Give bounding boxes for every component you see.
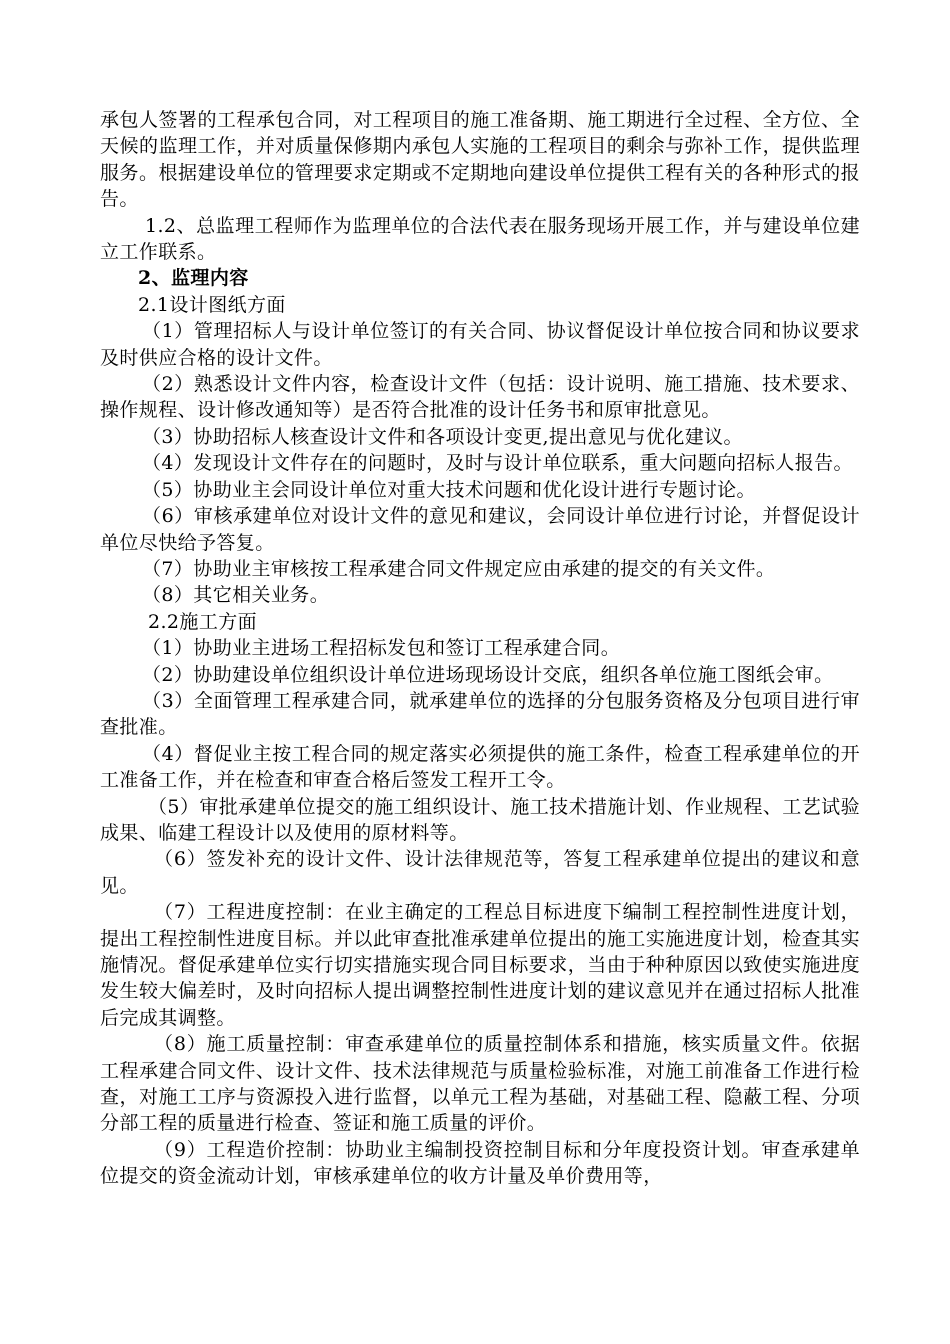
paragraph-2-2-item-8: （8）施工质量控制：审查承建单位的质量控制体系和措施，核实质量文件。依据工程承建合同文件、设计文件、技术法律规范与质量检验标准，对施工前准备工作进行检查，对施工工序与资源投入进行监督，以单元工程为基础，对基础工程、隐蔽工程、分项分部工程的质量进行检查、签证和施工质量的评价。 xyxy=(100,1033,860,1135)
paragraph-2-2-item-5: （5）审批承建单位提交的施工组织设计、施工技术措施计划、作业规程、工艺试验成果、临建工程设计以及使用的原材料等。 xyxy=(100,795,860,844)
paragraph-2-2-item-4: （4）督促业主按工程合同的规定落实必须提供的施工条件，检查工程承建单位的开工准备工作，并在检查和审查合格后签发工程开工令。 xyxy=(100,742,860,792)
paragraph-2-1-item-8: （8）其它相关业务。 xyxy=(142,584,330,607)
subsection-heading-2-1: 2.1设计图纸方面 xyxy=(138,293,286,316)
paragraph-2-2-item-9: （9）工程造价控制：协助业主编制投资控制目标和分年度投资计划。审查承建单位提交的资金流动计划，审核承建单位的收方计量及单价费用等， xyxy=(100,1138,860,1188)
paragraph-1-2: 1.2、总监理工程师作为监理单位的合法代表在服务现场开展工作，并与建设单位建立工作联系。 xyxy=(100,214,860,264)
paragraph-2-1-item-3: （3）协助招标人核查设计文件和各项设计变更,提出意见与优化建议。 xyxy=(142,425,743,448)
paragraph-2-1-item-5: （5）协助业主会同设计单位对重大技术问题和优化设计进行专题讨论。 xyxy=(142,478,756,501)
paragraph-2-1-item-7: （7）协助业主审核按工程承建合同文件规定应由承建的提交的有关文件。 xyxy=(142,557,776,580)
paragraph-2-2-item-3: （3）全面管理工程承建合同，就承建单位的选择的分包服务资格及分包项目进行审查批准。 xyxy=(100,689,860,739)
section-heading-2: 2、监理内容 xyxy=(138,267,249,290)
paragraph-2-2-item-2: （2）协助建设单位组织设计单位进场现场设计交底，组织各单位施工图纸会审。 xyxy=(142,663,834,686)
paragraph-2-2-item-6: （6）签发补充的设计文件、设计法律规范等，答复工程承建单位提出的建议和意见。 xyxy=(100,848,860,897)
document-page xyxy=(100,107,860,1190)
paragraph-2-2-item-1: （1）协助业主进场工程招标发包和签订工程承建合同。 xyxy=(142,637,621,660)
paragraph-2-1-item-1: （1）管理招标人与设计单位签订的有关合同、协议督促设计单位按合同和协议要求及时供应合格的设计文件。 xyxy=(100,320,860,369)
paragraph-2-2-item-7: （7）工程进度控制：在业主确定的工程总目标进度下编制工程控制性进度计划，提出工程控制性进度目标。并以此审查批准承建单位提出的施工实施进度计划，检查其实施情况。督促承建单位实行切实措施实现合同目标要求，当由于种种原因以致使实施进度发生较大偏差时，及时向招标人提出调整控制性进度计划的建议意见并在通过招标人批准后完成其调整。 xyxy=(100,901,860,1029)
paragraph-intro: 承包人签署的工程承包合同，对工程项目的施工准备期、施工期进行全过程、全方位、全天候的监理工作，并对质量保修期内承包人实施的工程项目的剩余与弥补工作，提供监理服务。根据建设单位的管理要求定期或不定期地向建设单位提供工程有关的各种形式的报告。 xyxy=(100,109,860,211)
subsection-heading-2-2: 2.2施工方面 xyxy=(148,610,258,633)
paragraph-2-1-item-4: （4）发现设计文件存在的问题时，及时与设计单位联系，重大问题向招标人报告。 xyxy=(142,452,853,475)
paragraph-2-1-item-6: （6）审核承建单位对设计文件的意见和建议，会同设计单位进行讨论，并督促设计单位尽快给予答复。 xyxy=(100,505,860,554)
paragraph-2-1-item-2: （2）熟悉设计文件内容，检查设计文件（包括：设计说明、施工措施、技术要求、操作规程、设计修改通知等）是否符合批准的设计任务书和原审批意见。 xyxy=(100,373,860,422)
